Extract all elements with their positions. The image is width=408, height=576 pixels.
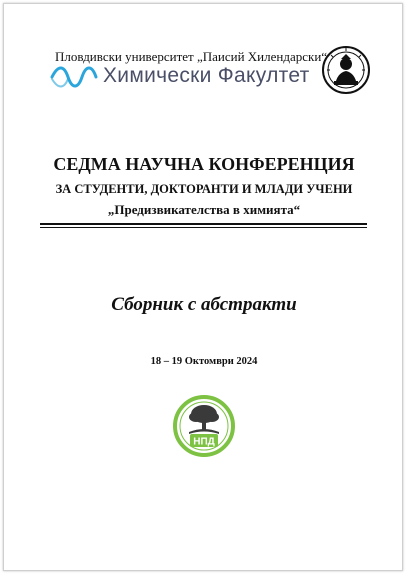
- npd-logo-text: НПД: [193, 436, 215, 448]
- university-name: Пловдивски университет „Паисий Хилендарски“: [55, 49, 328, 64]
- conference-dates: 18 – 19 Октомври 2024: [150, 356, 258, 367]
- collection-title: Сборник с абстракти: [111, 294, 297, 315]
- conference-subtitle: ЗА СТУДЕНТИ, ДОКТОРАНТИ И МЛАДИ УЧЕНИ: [55, 182, 353, 196]
- university-seal-icon: [321, 45, 371, 95]
- conference-theme: „Предизвикателства в химията“: [107, 202, 301, 217]
- faculty-name: Химически Факултет: [103, 64, 310, 87]
- title-rule-thick: [40, 223, 367, 225]
- title-rule-thin: [40, 227, 367, 228]
- waves-logo-icon: [50, 63, 98, 91]
- conference-title: СЕДМА НАУЧНА КОНФЕРЕНЦИЯ: [53, 154, 355, 174]
- npd-tree-logo-icon: [171, 393, 237, 459]
